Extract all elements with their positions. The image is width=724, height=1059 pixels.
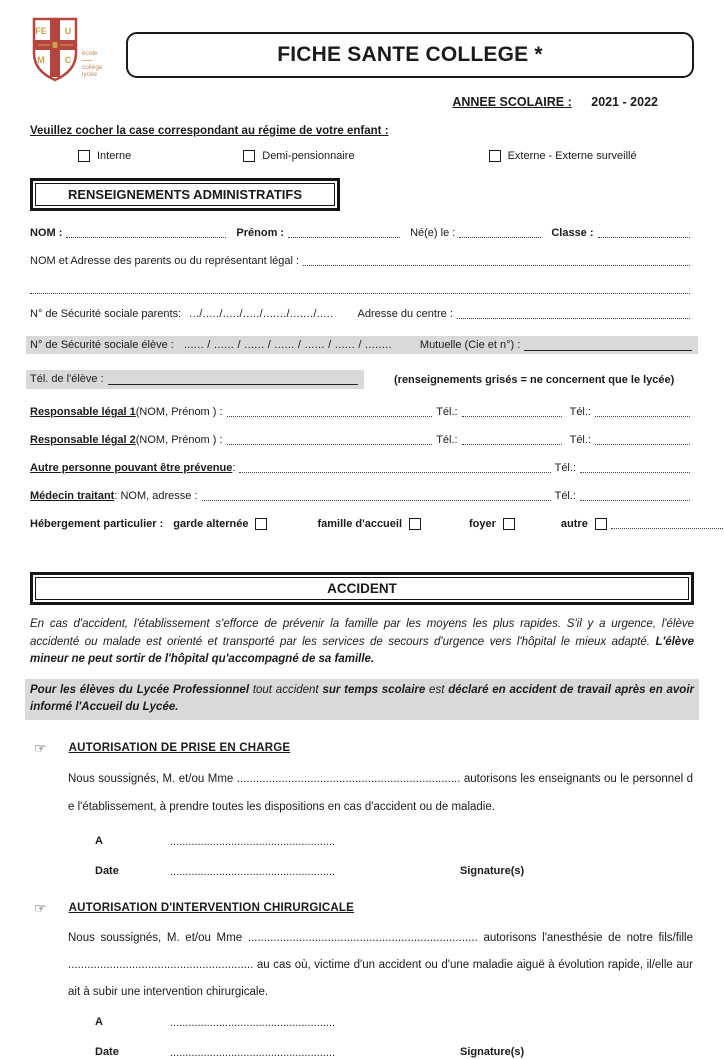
medecin-label-rest: : NOM, adresse : [114,490,198,502]
medecin-tel-label: Tél.: [554,490,576,502]
checkbox-demi-pensionnaire[interactable] [243,150,255,162]
auth1-date-row [95,865,694,878]
legal2-label-rest: (NOM, Prénom ) : [135,434,223,446]
garde-alternee-label: garde alternée [173,518,249,530]
regime-prompt: Veuillez cocher la case correspondant au régime de votre enfant : [30,125,389,137]
regime-option-label: Demi-pensionnaire [262,150,355,162]
nom-label: NOM : [30,227,63,239]
regime-option-label: Interne [97,150,132,162]
school-year-label: ANNEE SCOLAIRE : [452,95,572,109]
svg-text:U: U [64,26,72,36]
auth2-child-name-field[interactable]: .......................................................... [68,958,254,971]
auth2-date-row [95,1046,694,1059]
regime-option-interne [78,150,131,162]
school-crest-icon [30,16,80,88]
auth1-name-field[interactable]: ...................................................................... [236,772,461,785]
secu-eleve-field[interactable]: ...... / ...... / ...... / ...... / ...... / ...... / ........ [183,339,392,351]
school-year-row [30,95,694,109]
pointing-hand-icon: ☞ [34,739,47,756]
secu-parents-row [30,308,694,320]
legal2-tel2-label: Tél.: [569,434,591,446]
checkbox-famille-accueil[interactable] [409,518,421,530]
authorization-intervention-chirurgicale [30,900,694,1059]
autre-personne-field[interactable] [239,462,550,473]
legal1-tel2-label: Tél.: [569,406,591,418]
legal1-tel2-field[interactable] [595,406,690,417]
famille-accueil-label: famille d'accueil [317,518,403,530]
parents-address-field[interactable] [303,255,690,266]
prenom-label: Prénom : [236,227,285,239]
auth2-signature-label: Signature(s) [460,1045,525,1058]
hebergement-label: Hébergement particulier : [30,518,164,530]
auth2-date-field[interactable]: ...................................................... [170,1046,336,1059]
accident-paragraph-2: Pour les élèves du Lycée Professionnel tout accident sur temps scolaire est déclaré en accident de travail après en avoir informé l'Accueil du Lycée. [25,679,699,720]
admin-fields [30,227,694,530]
logo-caption-line: collège [82,57,103,71]
header [30,16,694,88]
svg-text:M: M [37,55,45,65]
ne-le-label: Né(e) le : [410,227,456,239]
place-label: A [95,1015,103,1028]
tel-eleve-label: Tél. de l'élève : [30,373,104,385]
mutuelle-field[interactable] [524,339,692,351]
adresse-centre-label: Adresse du centre : [357,308,453,320]
classe-label: Classe : [551,227,594,239]
autre-personne-label: Autre personne pouvant être prévenue [30,462,233,474]
legal1-row [30,406,694,418]
medecin-field[interactable] [202,490,551,501]
auth1-place-row [95,835,694,848]
autre-label: autre [560,518,588,530]
medecin-tel-field[interactable] [580,490,690,501]
accident-paragraph-1: En cas d'accident, l'établissement s'efforce de prévenir la famille par les moyens les plus rapides. S'il y a urgence, l'élève accidenté ou malade est orienté et transporté par les services de secours d'urgence vers l'hôpital le mieux adapté. L'élève mineur ne peut sortir de l'hôpital qu'accompagné de sa famille. [30,618,694,665]
checkbox-interne[interactable] [78,150,90,162]
logo-caption-line: école [82,50,98,57]
auth2-place-field[interactable]: ...................................................... [170,1016,336,1029]
regime-options [30,150,694,162]
auth2-body: Nous soussignés, M. et/ou Mme ........................................................................ autorisons l'anesthésie de notre fils/fille .......................................................... au cas où, victime d'un accident ou d'une maladie aiguë à évolution rapide, il/elle aurait à subir une intervention chirurgicale. [68,931,693,998]
parents-address-row [30,255,694,267]
accident-section-title: ACCIDENT [35,577,689,600]
medecin-row [30,490,694,502]
checkbox-autre[interactable] [595,518,607,530]
regime-option-label: Externe - Externe surveillé [507,150,637,162]
page-title: FICHE SANTE COLLEGE * [277,43,543,66]
auth1-signature-label: Signature(s) [460,864,525,877]
authorization-prise-en-charge [30,740,694,878]
tel-eleve-row [30,370,694,389]
checkbox-garde-alternee[interactable] [255,518,267,530]
gray-fields-note: (renseignements grisés = ne concernent que le lycée) [394,373,675,386]
school-logo [30,16,108,88]
auth1-heading-row [30,740,694,757]
hebergement-option-garde-alternee [173,518,267,530]
legal1-label-rest: (NOM, Prénom ) : [135,406,223,418]
svg-text:C: C [64,55,72,65]
parents-address-label: NOM et Adresse des parents ou du représentant légal : [30,255,300,267]
classe-field[interactable] [598,227,690,238]
date-label: Date [95,1045,119,1058]
admin-section-title: RENSEIGNEMENTS ADMINISTRATIFS [35,183,335,206]
legal2-tel-label: Tél.: [436,434,458,446]
auth2-name-field[interactable]: ........................................................................ [247,931,478,944]
prenom-field[interactable] [288,227,400,238]
adresse-centre-field[interactable] [457,308,690,319]
hebergement-option-foyer [469,518,515,530]
legal2-tel-field[interactable] [462,434,562,445]
legal2-label: Responsable légal 2 [30,434,136,446]
auth2-heading: AUTORISATION D'INTERVENTION CHIRURGICALE [68,902,355,914]
logo-caption-line: lycée [82,71,98,78]
legal1-tel-label: Tél.: [436,406,458,418]
identity-row [30,227,694,239]
autre-personne-tel-label: Tél.: [554,462,576,474]
checkbox-foyer[interactable] [503,518,515,530]
legal1-name-field[interactable] [227,406,433,417]
legal1-label: Responsable légal 1 [30,406,136,418]
autre-personne-label-rest: : [232,462,236,474]
legal1-tel-field[interactable] [462,406,562,417]
hebergement-option-famille-accueil [317,518,421,530]
auth1-heading: AUTORISATION DE PRISE EN CHARGE [68,742,291,754]
autre-personne-tel-field[interactable] [580,462,690,473]
svg-text:FE: FE [35,26,47,36]
tel-eleve-grayband [26,370,364,389]
auth1-place-field[interactable]: ...................................................... [170,835,336,848]
autre-field[interactable] [611,518,724,529]
title-box [126,32,694,78]
secu-eleve-row [26,336,698,354]
secu-eleve-label: N° de Sécurité sociale élève : [30,339,174,351]
regime-option-externe [489,150,637,162]
logo-caption [82,50,103,78]
school-year-value: 2021 - 2022 [591,95,658,109]
auth2-place-row [95,1016,694,1029]
hebergement-row [30,518,694,530]
secu-parents-label: N° de Sécurité sociale parents: [30,308,182,320]
date-label: Date [95,864,119,877]
admin-section-box [30,178,340,211]
medecin-label: Médecin traitant [30,490,115,502]
legal2-row [30,434,694,446]
tel-eleve-field[interactable] [108,373,358,385]
ne-le-field[interactable] [459,227,541,238]
place-label: A [95,834,103,847]
auth1-body: Nous soussignés, M. et/ou Mme ...................................................................... autorisons les enseignants ou le personnel de l'établissement, à prendre toutes les dispositions en cas d'accident ou de maladie. [68,772,693,813]
secu-parents-field[interactable]: .../...../...../...../......./......./..... [189,308,334,320]
parents-address-field-2[interactable] [30,283,690,294]
auth2-heading-row [30,900,694,917]
foyer-label: foyer [469,518,496,530]
autre-personne-row [30,462,694,474]
legal2-name-field[interactable] [227,434,433,445]
pointing-hand-icon: ☞ [34,899,47,916]
mutuelle-label: Mutuelle (Cie et n°) : [419,339,521,351]
regime-option-demi-pensionnaire [243,150,354,162]
parents-address-row-2 [30,283,694,295]
hebergement-option-autre [561,518,607,530]
auth1-date-field[interactable]: ...................................................... [170,865,336,878]
nom-field[interactable] [66,227,226,238]
checkbox-externe[interactable] [489,150,501,162]
accident-section-box [30,572,694,605]
legal2-tel2-field[interactable] [595,434,690,445]
